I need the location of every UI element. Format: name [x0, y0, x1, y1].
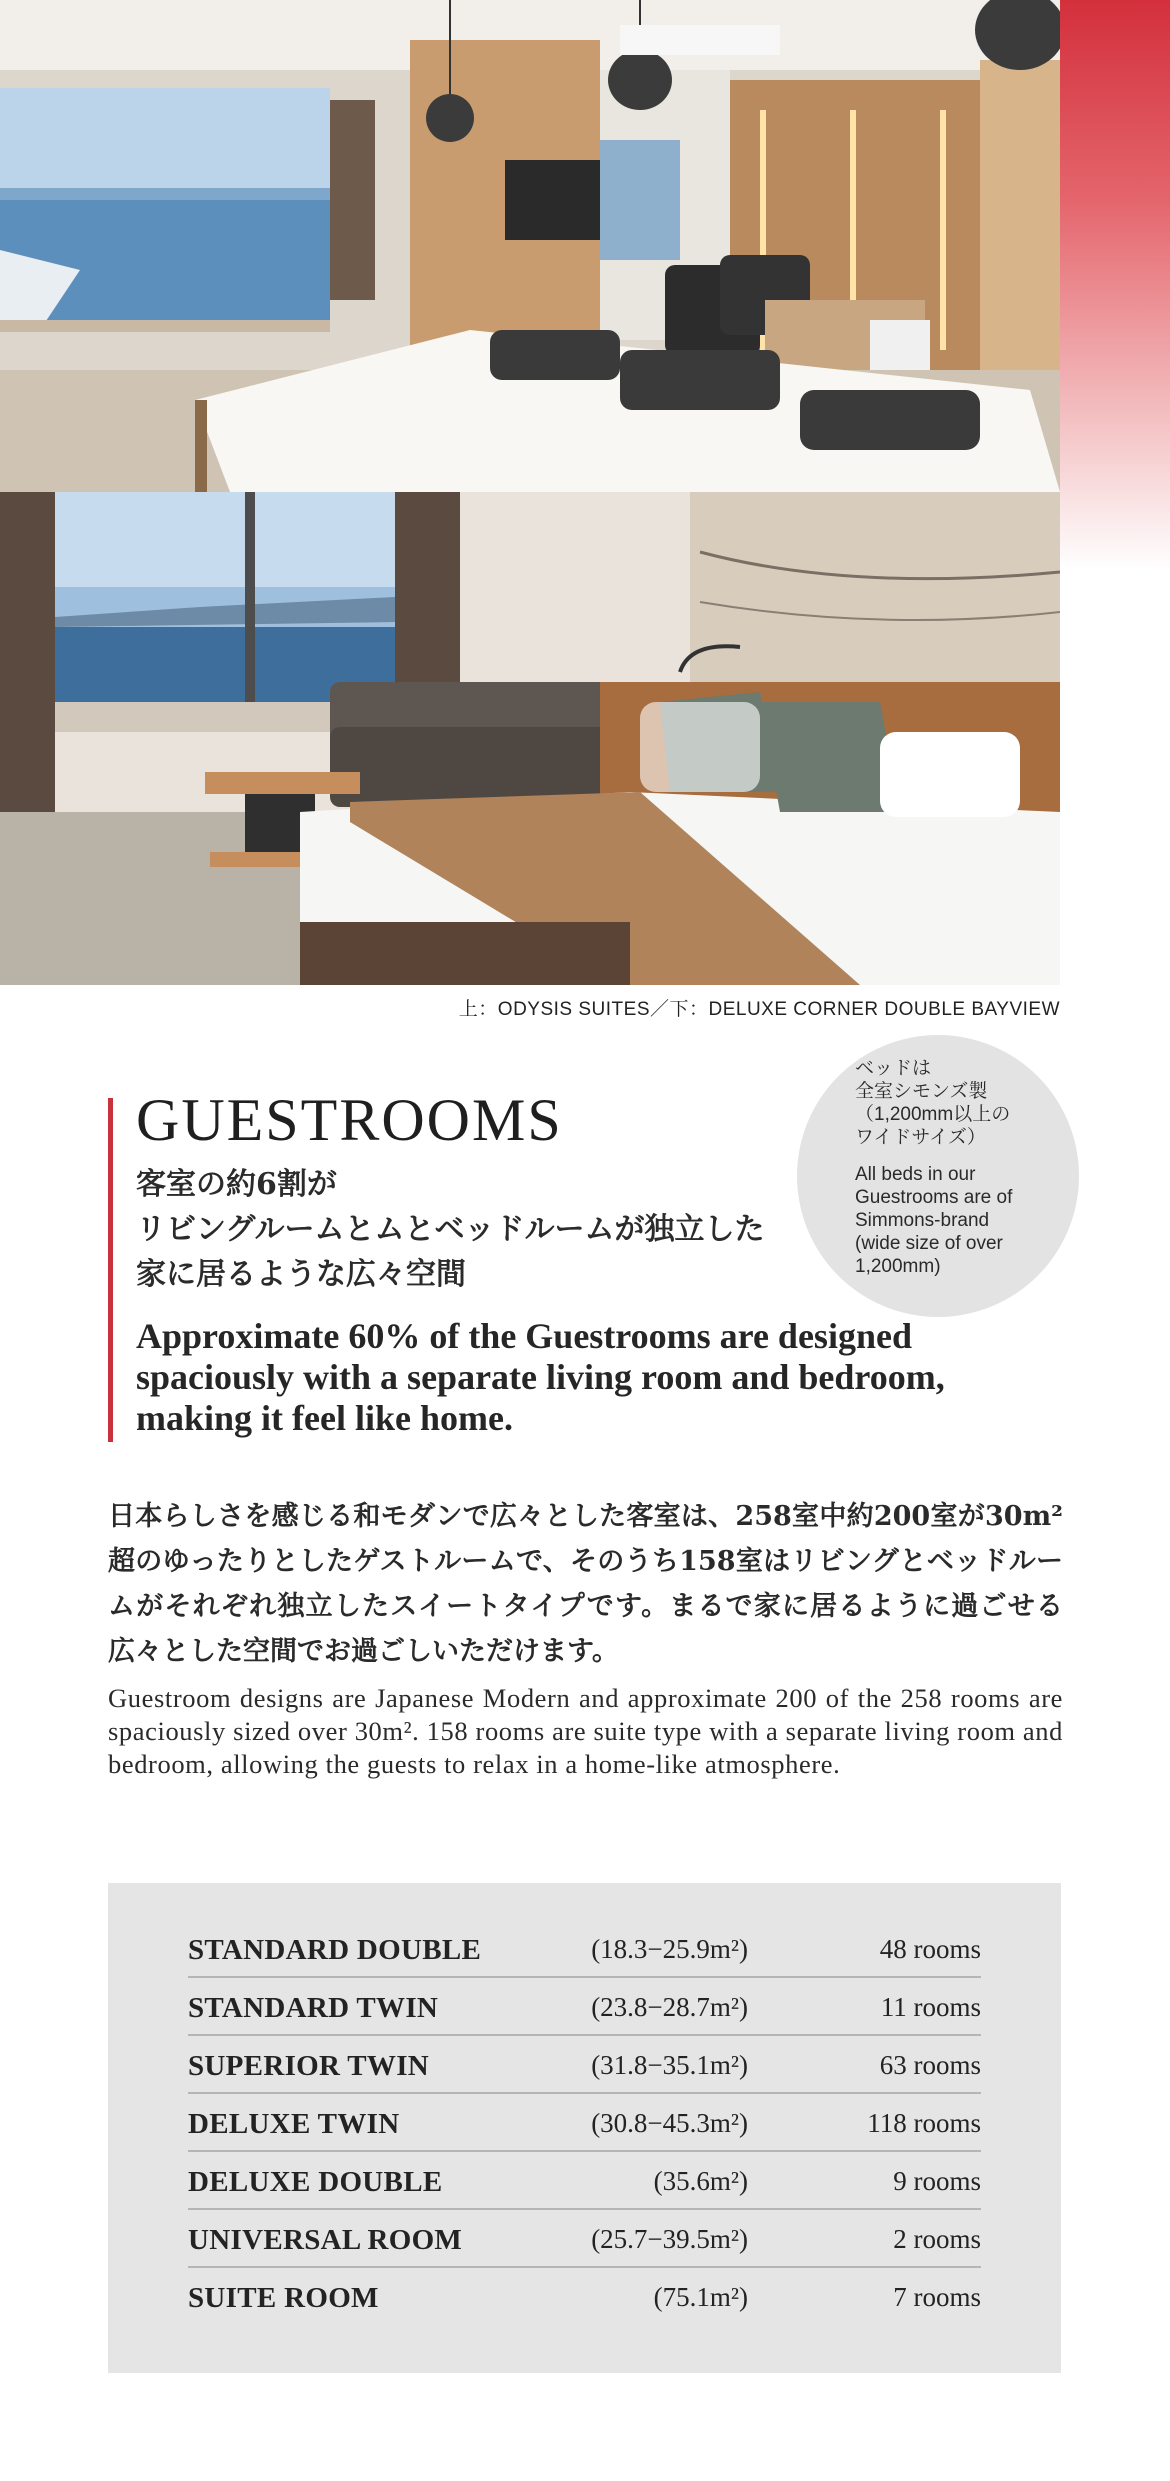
- page-title: GUESTROOMS: [136, 1087, 563, 1153]
- room-size: (23.8−28.7m²): [591, 1992, 748, 2022]
- room-name: STANDARD DOUBLE: [188, 1934, 482, 1966]
- room-size: (75.1m²): [653, 2282, 748, 2312]
- room-count: 9 rooms: [893, 2166, 981, 2196]
- room-size: (35.6m²): [653, 2166, 748, 2196]
- red-accent-band: [1060, 0, 1170, 570]
- table-row: [188, 1920, 981, 1978]
- table-row: [188, 2210, 981, 2268]
- table-row: [188, 2268, 981, 2326]
- simmons-bed-badge: [797, 1035, 1079, 1317]
- room-name: DELUXE DOUBLE: [188, 2166, 443, 2198]
- room-size: (30.8−45.3m²): [591, 2108, 748, 2138]
- suite-photo: [0, 0, 1060, 492]
- room-count: 2 rooms: [893, 2224, 981, 2254]
- japanese-subtitle-line: リビングルームとムとベッドルームが独立した: [136, 1212, 765, 1247]
- bedroom-photo: [0, 492, 1060, 985]
- room-name: DELUXE TWIN: [188, 2108, 400, 2140]
- table-row: [188, 2094, 981, 2152]
- room-types-table: [108, 1883, 1061, 2373]
- table-row: [188, 2036, 981, 2094]
- table-row: [188, 2152, 981, 2210]
- room-count: 11 rooms: [880, 1992, 981, 2022]
- japanese-subtitle-line: 家に居るような広々空間: [136, 1257, 466, 1292]
- photo-caption: 上：ODYSIS SUITES／下：DELUXE CORNER DOUBLE BAYVIEW: [458, 999, 1060, 1020]
- heading-accent-bar: [108, 1098, 113, 1442]
- english-body-text: Guestroom designs are Japanese Modern and approximate 200 of the 258 rooms are spaciously sized over 30m². 158 rooms are suite type with a separate living room and bedroom, allowing the guests to relax in a home-like atmosphere.: [108, 1683, 1063, 1779]
- room-size: (18.3−25.9m²): [591, 1934, 748, 1964]
- room-count: 48 rooms: [879, 1934, 981, 1964]
- room-list: [188, 1920, 981, 2326]
- badge-english-text: All beds in our Guestrooms are of Simmons-brand (wide size of over 1,200mm): [855, 1164, 1013, 1277]
- english-subtitle: Approximate 60% of the Guestrooms are designed spaciously with a separate living room and bedroom, making it feel like home.: [136, 1316, 945, 1438]
- room-count: 7 rooms: [893, 2282, 981, 2312]
- room-name: UNIVERSAL ROOM: [188, 2224, 463, 2256]
- room-size: (25.7−39.5m²): [591, 2224, 748, 2254]
- japanese-body-text: 日本らしさを感じる和モダンで広々とした客室は、258室中約200室が30m²超のゆったりとしたゲストルームで、そのうち158室はリビングとベッドルームがそれぞれ独立したスイートタイプです。まるで家に居るように過ごせる広々とした空間でお過ごしいただけます。: [108, 1501, 1063, 1667]
- room-count: 118 rooms: [867, 2108, 981, 2138]
- room-name: SUPERIOR TWIN: [188, 2050, 430, 2082]
- room-count: 63 rooms: [879, 2050, 981, 2080]
- badge-japanese-text: ベッドは 全室シモンズ製 （1,200mm以上の ワイドサイズ）: [855, 1058, 1011, 1148]
- japanese-subtitle-line: 客室の約6割が: [136, 1167, 337, 1202]
- room-name: STANDARD TWIN: [188, 1992, 439, 2024]
- room-name: SUITE ROOM: [188, 2282, 379, 2314]
- japanese-subtitle: [136, 1162, 765, 1297]
- room-size: (31.8−35.1m²): [591, 2050, 748, 2080]
- table-row: [188, 1978, 981, 2036]
